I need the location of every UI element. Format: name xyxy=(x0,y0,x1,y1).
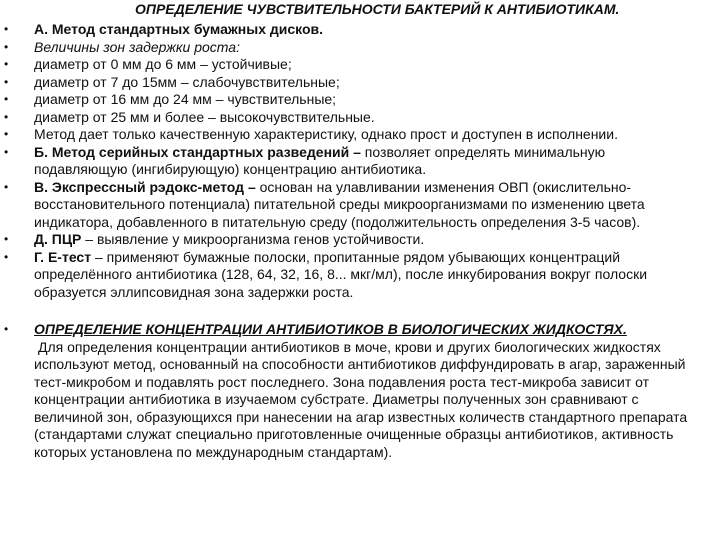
list-item xyxy=(0,109,720,127)
bullet-icon: • xyxy=(4,22,9,36)
bullet-icon: • xyxy=(4,74,9,89)
list-item xyxy=(0,56,720,74)
list-item-text: основан на улавливании изменения ОВП (окислительно-восстановительного потенциала) питательной среды микроорганизмами по изменению цвета индикатора, добавленного в питательную среду (подолжительность определения 3-5 часов). xyxy=(34,178,645,230)
bullet-icon: • xyxy=(4,127,9,141)
bullet-icon: • xyxy=(4,92,9,106)
bullet-icon: • xyxy=(4,179,9,194)
list-item xyxy=(0,91,720,109)
page-title: ОПРЕДЕЛЕНИЕ ЧУВСТВИТЕЛЬНОСТИ БАКТЕРИЙ К АНТИБИОТИКАМ. xyxy=(135,1,620,17)
method-g-heading: Г. Е-тест xyxy=(34,248,92,265)
bullet-icon: • xyxy=(4,322,9,336)
list-item xyxy=(0,21,720,39)
list-item xyxy=(0,179,720,232)
list-item xyxy=(0,249,720,302)
list-item xyxy=(0,39,720,57)
bullet-list xyxy=(0,21,720,461)
list-item-text: диаметр от 7 до 15мм – слабочувствительные; xyxy=(34,73,340,90)
list-item-text: позволяет определять минимальную подавляющую (ингибирующую) концентрацию антибиотика. xyxy=(34,143,606,177)
section-paragraph: Для определения концентрации антибиотиков в моче, крови и других биологических жидкостях используют метод, основанный на способности антибиотиков диффундировать в агар, зараженный тест-микробом и подавлять рост последнего. Зона подавления роста тест-микроба зависит от концентрации антибиотика в изучаемом субстрате. Диаметры полученных зон сравнивают с величиной зон, образующихся при нанесении на агар известных количеств стандартного препарата (стандартами служат специально приготовленные очищенные образцы антибиотиков, активность которых установлена по международным стандартам). xyxy=(34,338,688,460)
list-item xyxy=(0,126,720,144)
method-v-heading: В. Экспрессный рэдокс-метод – xyxy=(34,178,256,195)
list-item xyxy=(0,144,720,179)
method-b-heading: Б. Метод серийных стандартных разведений – xyxy=(34,143,361,160)
section-heading: ОПРЕДЕЛЕНИЕ КОНЦЕНТРАЦИИ АНТИБИОТИКОВ В БИОЛОГИЧЕСКИХ ЖИДКОСТЯХ. xyxy=(34,321,627,337)
bullet-icon: • xyxy=(4,249,9,264)
list-item xyxy=(0,231,720,249)
spacer xyxy=(0,301,720,321)
list-item xyxy=(0,74,720,92)
bullet-icon: • xyxy=(4,109,9,124)
list-item-text: Метод дает только качественную характеристику, однако прост и доступен в исполнении. xyxy=(34,126,618,142)
bullet-icon: • xyxy=(4,39,9,54)
list-item-text: диаметр от 0 мм до 6 мм – устойчивые; xyxy=(34,56,292,72)
method-a-heading: А. Метод стандартных бумажных дисков. xyxy=(34,21,324,37)
bullet-icon: • xyxy=(4,144,9,159)
list-item-text: диаметр от 16 мм до 24 мм – чувствительные; xyxy=(34,91,337,107)
bullet-icon: • xyxy=(4,57,9,71)
list-item-text: диаметр от 25 мм и более – высокочувствительные. xyxy=(34,108,375,125)
method-d-heading: Д. ПЦР xyxy=(34,231,82,247)
list-item-section xyxy=(0,321,720,461)
list-item-text: – применяют бумажные полоски, пропитанные рядом убывающих концентраций определённого антибиотика (128, 64, 32, 16, 8... мкг/мл), после инкубирования вокруг полоски образуется эллипсовидная зона задержки роста. xyxy=(34,248,648,300)
bullet-icon: • xyxy=(4,232,9,246)
zone-size-heading: Величины зон задержки роста: xyxy=(34,38,240,55)
list-item-text: – выявление у микроорганизма генов устойчивости. xyxy=(81,231,425,247)
